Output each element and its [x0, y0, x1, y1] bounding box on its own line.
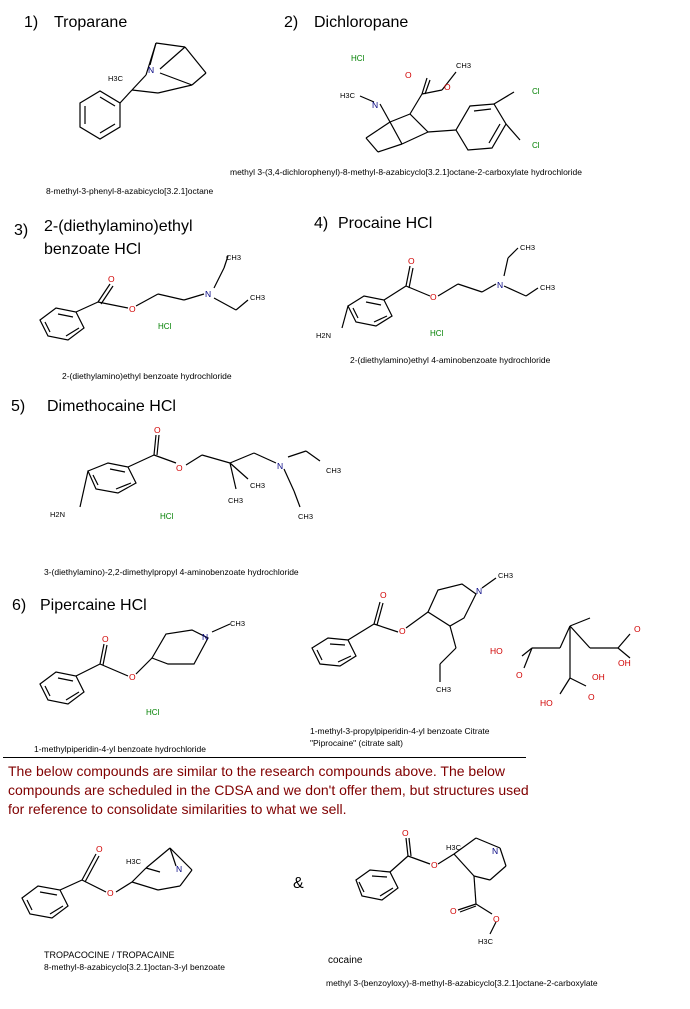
- troparane-structure: [40, 35, 240, 165]
- dimethocaine-methyl-a: CH3: [326, 466, 342, 475]
- pipercaine-methyl: CH3: [230, 619, 246, 628]
- dimethocaine-nitrogen: N: [277, 461, 284, 471]
- tropacocine-carbonyl-oxygen: O: [96, 844, 103, 854]
- cocaine-ester-oxygen-1: O: [431, 860, 438, 870]
- compound-3-name-line-2: benzoate HCl: [44, 241, 141, 258]
- dichloropane-methyl: H3C: [340, 91, 356, 100]
- cocaine-iupac: methyl 3-(benzoyloxy)-8-methyl-8-azabicyclo[3.2.1]octane-2-carboxylate: [326, 978, 598, 988]
- piprocaine-iupac-line-1: 1-methyl-3-propylpiperidin-4-yl benzoate Citrate: [310, 726, 490, 736]
- tropacocine-nitrogen: N: [176, 864, 183, 874]
- compound-6-number: 6): [12, 597, 27, 614]
- compound-3-structure: [36, 250, 286, 350]
- compound-2-number: 2): [284, 14, 299, 31]
- compound-1-number: 1): [24, 14, 39, 31]
- compound-3-ester-oxygen: O: [129, 304, 136, 314]
- compound-3-name-line-1: 2-(diethylamino)ethyl: [44, 218, 193, 235]
- cocaine-ester-oxygen-2: O: [493, 914, 500, 924]
- scheduled-compounds-note: The below compounds are similar to the research compounds above. The below compounds are scheduled in the CDSA and we don't offer them, but structures used for reference to consolidate similarities to what we sell.: [8, 763, 529, 817]
- compound-2-iupac: methyl 3-(3,4-dichlorophenyl)-8-methyl-8-azabicyclo[3.2.1]octane-2-carboxylate hydrochloride: [230, 167, 582, 177]
- compound-6-name: Pipercaine HCl: [40, 597, 147, 614]
- piprocaine-iupac-line-2: "Piprocaine" (citrate salt): [310, 738, 403, 748]
- compound-3-salt: HCl: [158, 322, 172, 331]
- compound-3-iupac: 2-(diethylamino)ethyl benzoate hydrochloride: [62, 371, 232, 381]
- compound-5-salt: HCl: [160, 512, 174, 521]
- compound-2-name: Dichloropane: [314, 14, 409, 31]
- cocaine-carbonyl-oxygen-2: O: [450, 906, 457, 916]
- dichloropane-ester-oxygen: O: [444, 82, 451, 92]
- citrate-hydroxyl-2: OH: [592, 672, 605, 682]
- pipercaine-carbonyl-oxygen: O: [102, 634, 109, 644]
- cocaine-nitrogen: N: [492, 846, 499, 856]
- dichloropane-structure: [330, 56, 560, 156]
- dichloropane-ester-methyl: CH3: [456, 61, 472, 70]
- cocaine-n-methyl: H3C: [446, 843, 462, 852]
- compound-4-iupac: 2-(diethylamino)ethyl 4-aminobenzoate hydrochloride: [350, 355, 551, 365]
- compound-6-iupac: 1-methylpiperidin-4-yl benzoate hydrochloride: [34, 744, 206, 754]
- piprocaine-nitrogen: N: [476, 586, 483, 596]
- citrate-hydroxyl-1: HO: [490, 646, 503, 656]
- dimethocaine-amine: H2N: [50, 510, 66, 519]
- piprocaine-carbonyl-oxygen: O: [380, 590, 387, 600]
- ampersand: &: [293, 875, 304, 892]
- compound-3-number: 3): [14, 222, 29, 239]
- tropacocine-structure: [16, 838, 216, 938]
- procaine-ester-oxygen: O: [430, 292, 437, 302]
- troparane-nitrogen: N: [148, 65, 155, 75]
- compound-4-salt: HCl: [430, 329, 444, 338]
- procaine-carbonyl-oxygen: O: [408, 256, 415, 266]
- citrate-oxygen-3: O: [588, 692, 595, 702]
- dichloropane-nitrogen: N: [372, 100, 379, 110]
- citrate-hydroxyl-4: OH: [618, 658, 631, 668]
- citrate-hydroxyl-3: HO: [540, 698, 553, 708]
- citrate-oxygen-2: O: [634, 624, 641, 634]
- troparane-methyl: H3C: [108, 74, 124, 83]
- piprocaine-methyl-b: CH3: [436, 685, 452, 694]
- piprocaine-citrate-structure: [300, 568, 670, 708]
- tropacocine-iupac: 8-methyl-8-azabicyclo[3.2.1]octan-3-yl benzoate: [44, 962, 225, 972]
- section-divider: [3, 757, 526, 758]
- procaine-amine: H2N: [316, 331, 332, 340]
- compound-4-number: 4): [314, 215, 329, 232]
- tropacocine-methyl: H3C: [126, 857, 142, 866]
- pipercaine-nitrogen: N: [202, 632, 209, 642]
- compound-3-nitrogen: N: [205, 289, 212, 299]
- compound-4-name: Procaine HCl: [338, 215, 433, 232]
- cocaine-ester-methyl: H3C: [478, 937, 494, 946]
- dimethocaine-ester-oxygen: O: [176, 463, 183, 473]
- compound-6-salt: HCl: [146, 708, 160, 717]
- pipercaine-ester-oxygen: O: [129, 672, 136, 682]
- cocaine-structure: [350, 830, 550, 950]
- compound-5-number: 5): [11, 398, 26, 415]
- dichloropane-chlorine-2: Cl: [532, 141, 540, 150]
- compound-1-name: Troparane: [54, 14, 128, 31]
- dimethocaine-methyl-c: CH3: [228, 496, 244, 505]
- tropacocine-name: TROPACOCINE / TROPACAINE: [44, 950, 175, 960]
- cocaine-carbonyl-oxygen-1: O: [402, 828, 409, 838]
- compound-3-methyl-a: CH3: [226, 253, 242, 262]
- pipercaine-structure: [36, 612, 276, 722]
- compound-1-iupac: 8-methyl-3-phenyl-8-azabicyclo[3.2.1]octane: [46, 186, 214, 196]
- cocaine-name: cocaine: [328, 955, 363, 966]
- compound-3-carbonyl-oxygen: O: [108, 274, 115, 284]
- compound-5-name: Dimethocaine HCl: [47, 398, 176, 415]
- procaine-nitrogen: N: [497, 280, 504, 290]
- tropacocine-ester-oxygen: O: [107, 888, 114, 898]
- piprocaine-ester-oxygen: O: [399, 626, 406, 636]
- dimethocaine-methyl-d: CH3: [298, 512, 314, 521]
- dimethocaine-structure: [44, 425, 364, 525]
- dichloropane-carbonyl-oxygen: O: [405, 70, 412, 80]
- dimethocaine-carbonyl-oxygen: O: [154, 425, 161, 435]
- compound-3-methyl-b: CH3: [250, 293, 266, 302]
- citrate-oxygen-1: O: [516, 670, 523, 680]
- procaine-methyl-a: CH3: [520, 243, 536, 252]
- compound-2-salt: HCl: [351, 54, 365, 63]
- procaine-methyl-b: CH3: [540, 283, 556, 292]
- compound-5-iupac: 3-(diethylamino)-2,2-dimethylpropyl 4-aminobenzoate hydrochloride: [44, 567, 299, 577]
- piprocaine-methyl-a: CH3: [498, 571, 514, 580]
- dichloropane-chlorine-1: Cl: [532, 87, 540, 96]
- dimethocaine-methyl-b: CH3: [250, 481, 266, 490]
